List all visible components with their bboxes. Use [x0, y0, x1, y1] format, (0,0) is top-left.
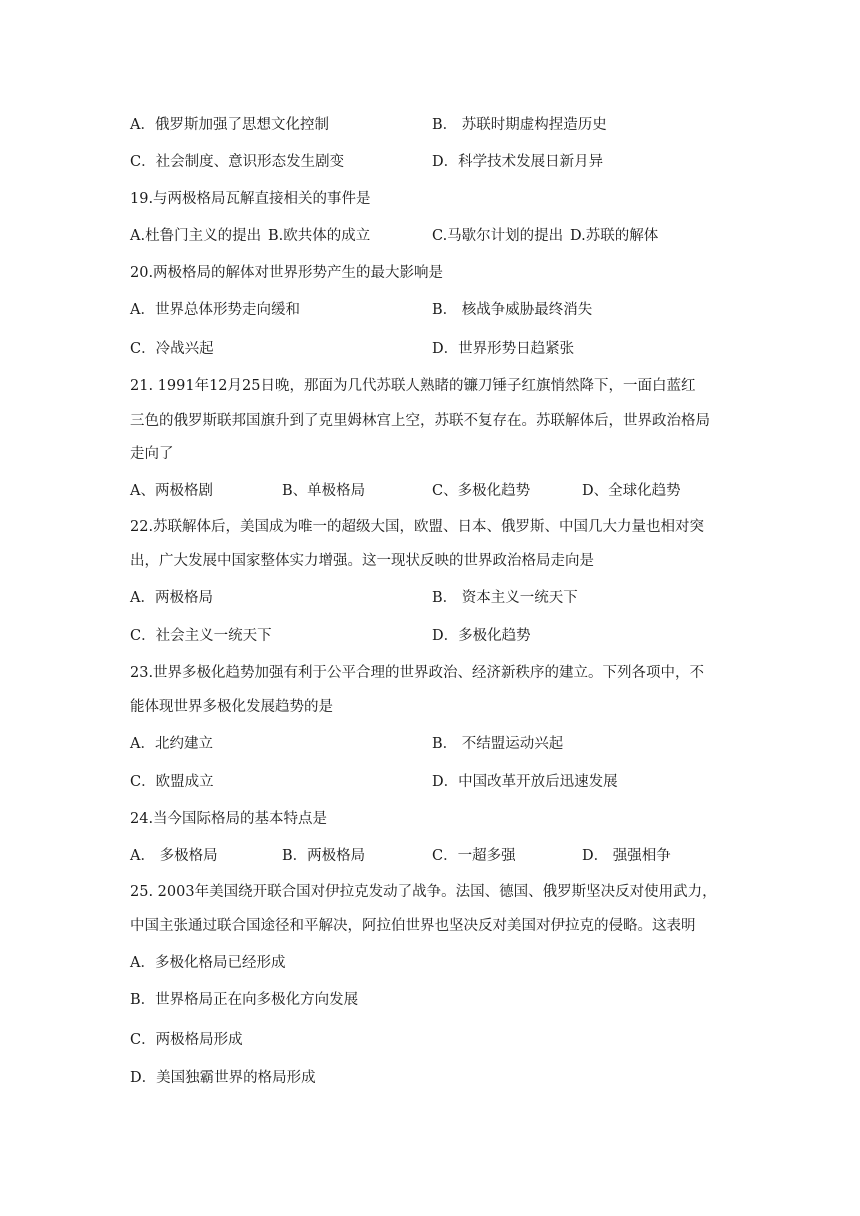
q24-option-c: C．一超多强 — [432, 848, 516, 864]
q21-stem-line-3: 走向了 — [130, 446, 174, 462]
q25-option-a: A．多极化格局已经形成 — [130, 955, 286, 971]
q20-stem: 20.两极格局的解体对世界形势产生的最大影响是 — [130, 265, 444, 281]
q24-option-d: D． 强强相争 — [582, 848, 671, 864]
q25-option-c: C．两极格局形成 — [130, 1032, 243, 1048]
q18-option-c: C．社会制度、意识形态发生剧变 — [130, 154, 345, 170]
q20-option-b: B． 核战争威胁最终消失 — [432, 302, 593, 318]
q19-stem: 19.与两极格局瓦解直接相关的事件是 — [130, 191, 371, 207]
q22-option-b: B． 资本主义一统天下 — [432, 590, 578, 606]
q19-option-a: A.杜鲁门主义的提出 — [130, 228, 262, 244]
q22-option-a: A．两极格局 — [130, 590, 213, 606]
q25-stem-line-2: 中国主张通过联合国途径和平解决，阿拉伯世界也坚决反对美国对伊拉克的侵略。这表明 — [130, 918, 696, 934]
q25-option-d: D．美国独霸世界的格局形成 — [130, 1070, 316, 1086]
q22-stem-line-2: 出，广大发展中国家整体实力增强。这一现状反映的世界政治格局走向是 — [130, 553, 594, 569]
q24-stem: 24.当今国际格局的基本特点是 — [130, 811, 328, 827]
q23-option-c: C．欧盟成立 — [130, 774, 214, 790]
q21-option-d: D、全球化趋势 — [582, 483, 681, 499]
q23-option-a: A．北约建立 — [130, 736, 213, 752]
q18-option-d: D．科学技术发展日新月异 — [432, 154, 604, 170]
q23-stem-line-2: 能体现世界多极化发展趋势的是 — [130, 699, 333, 715]
q22-option-c: C．社会主义一统天下 — [130, 628, 272, 644]
q19-option-b: B.欧共体的成立 — [268, 228, 371, 244]
q25-stem-line-1: 25. 2003年美国绕开联合国对伊拉克发动了战争。法国、德国、俄罗斯坚决反对使用武力， — [130, 884, 717, 900]
q20-option-c: C．冷战兴起 — [130, 341, 214, 357]
q21-option-c: C、多极化趋势 — [432, 483, 531, 499]
q21-stem-line-1: 21. 1991年12月25日晚，那面为几代苏联人熟睹的镰刀锤子红旗悄然降下，一面白蓝红 — [130, 378, 696, 394]
q22-option-d: D．多极化趋势 — [432, 628, 531, 644]
q21-option-b: B、单极格局 — [282, 483, 366, 499]
q19-option-c: C.马歇尔计划的提出 — [432, 228, 564, 244]
q18-option-b: B． 苏联时期虚构捏造历史 — [432, 117, 607, 133]
q20-option-a: A．世界总体形势走向缓和 — [130, 302, 300, 318]
q24-option-b: B．两极格局 — [282, 848, 366, 864]
q23-stem-line-1: 23.世界多极化趋势加强有利于公平合理的世界政治、经济新秩序的建立。下列各项中，不 — [130, 665, 705, 681]
q21-stem-line-2: 三色的俄罗斯联邦国旗升到了克里姆林宫上空，苏联不复存在。苏联解体后，世界政治格局 — [130, 413, 710, 429]
q23-option-b: B． 不结盟运动兴起 — [432, 736, 564, 752]
q24-option-a: A． 多极格局 — [130, 848, 218, 864]
q25-option-b: B．世界格局正在向多极化方向发展 — [130, 992, 359, 1008]
q19-option-d: D.苏联的解体 — [570, 228, 659, 244]
q20-option-d: D．世界形势日趋紧张 — [432, 341, 575, 357]
q22-stem-line-1: 22.苏联解体后，美国成为唯一的超级大国，欧盟、日本、俄罗斯、中国几大力量也相对突 — [130, 519, 705, 535]
q21-option-a: A、两极格剧 — [130, 483, 213, 499]
q23-option-d: D．中国改革开放后迅速发展 — [432, 774, 618, 790]
q18-option-a: A．俄罗斯加强了思想文化控制 — [130, 117, 329, 133]
